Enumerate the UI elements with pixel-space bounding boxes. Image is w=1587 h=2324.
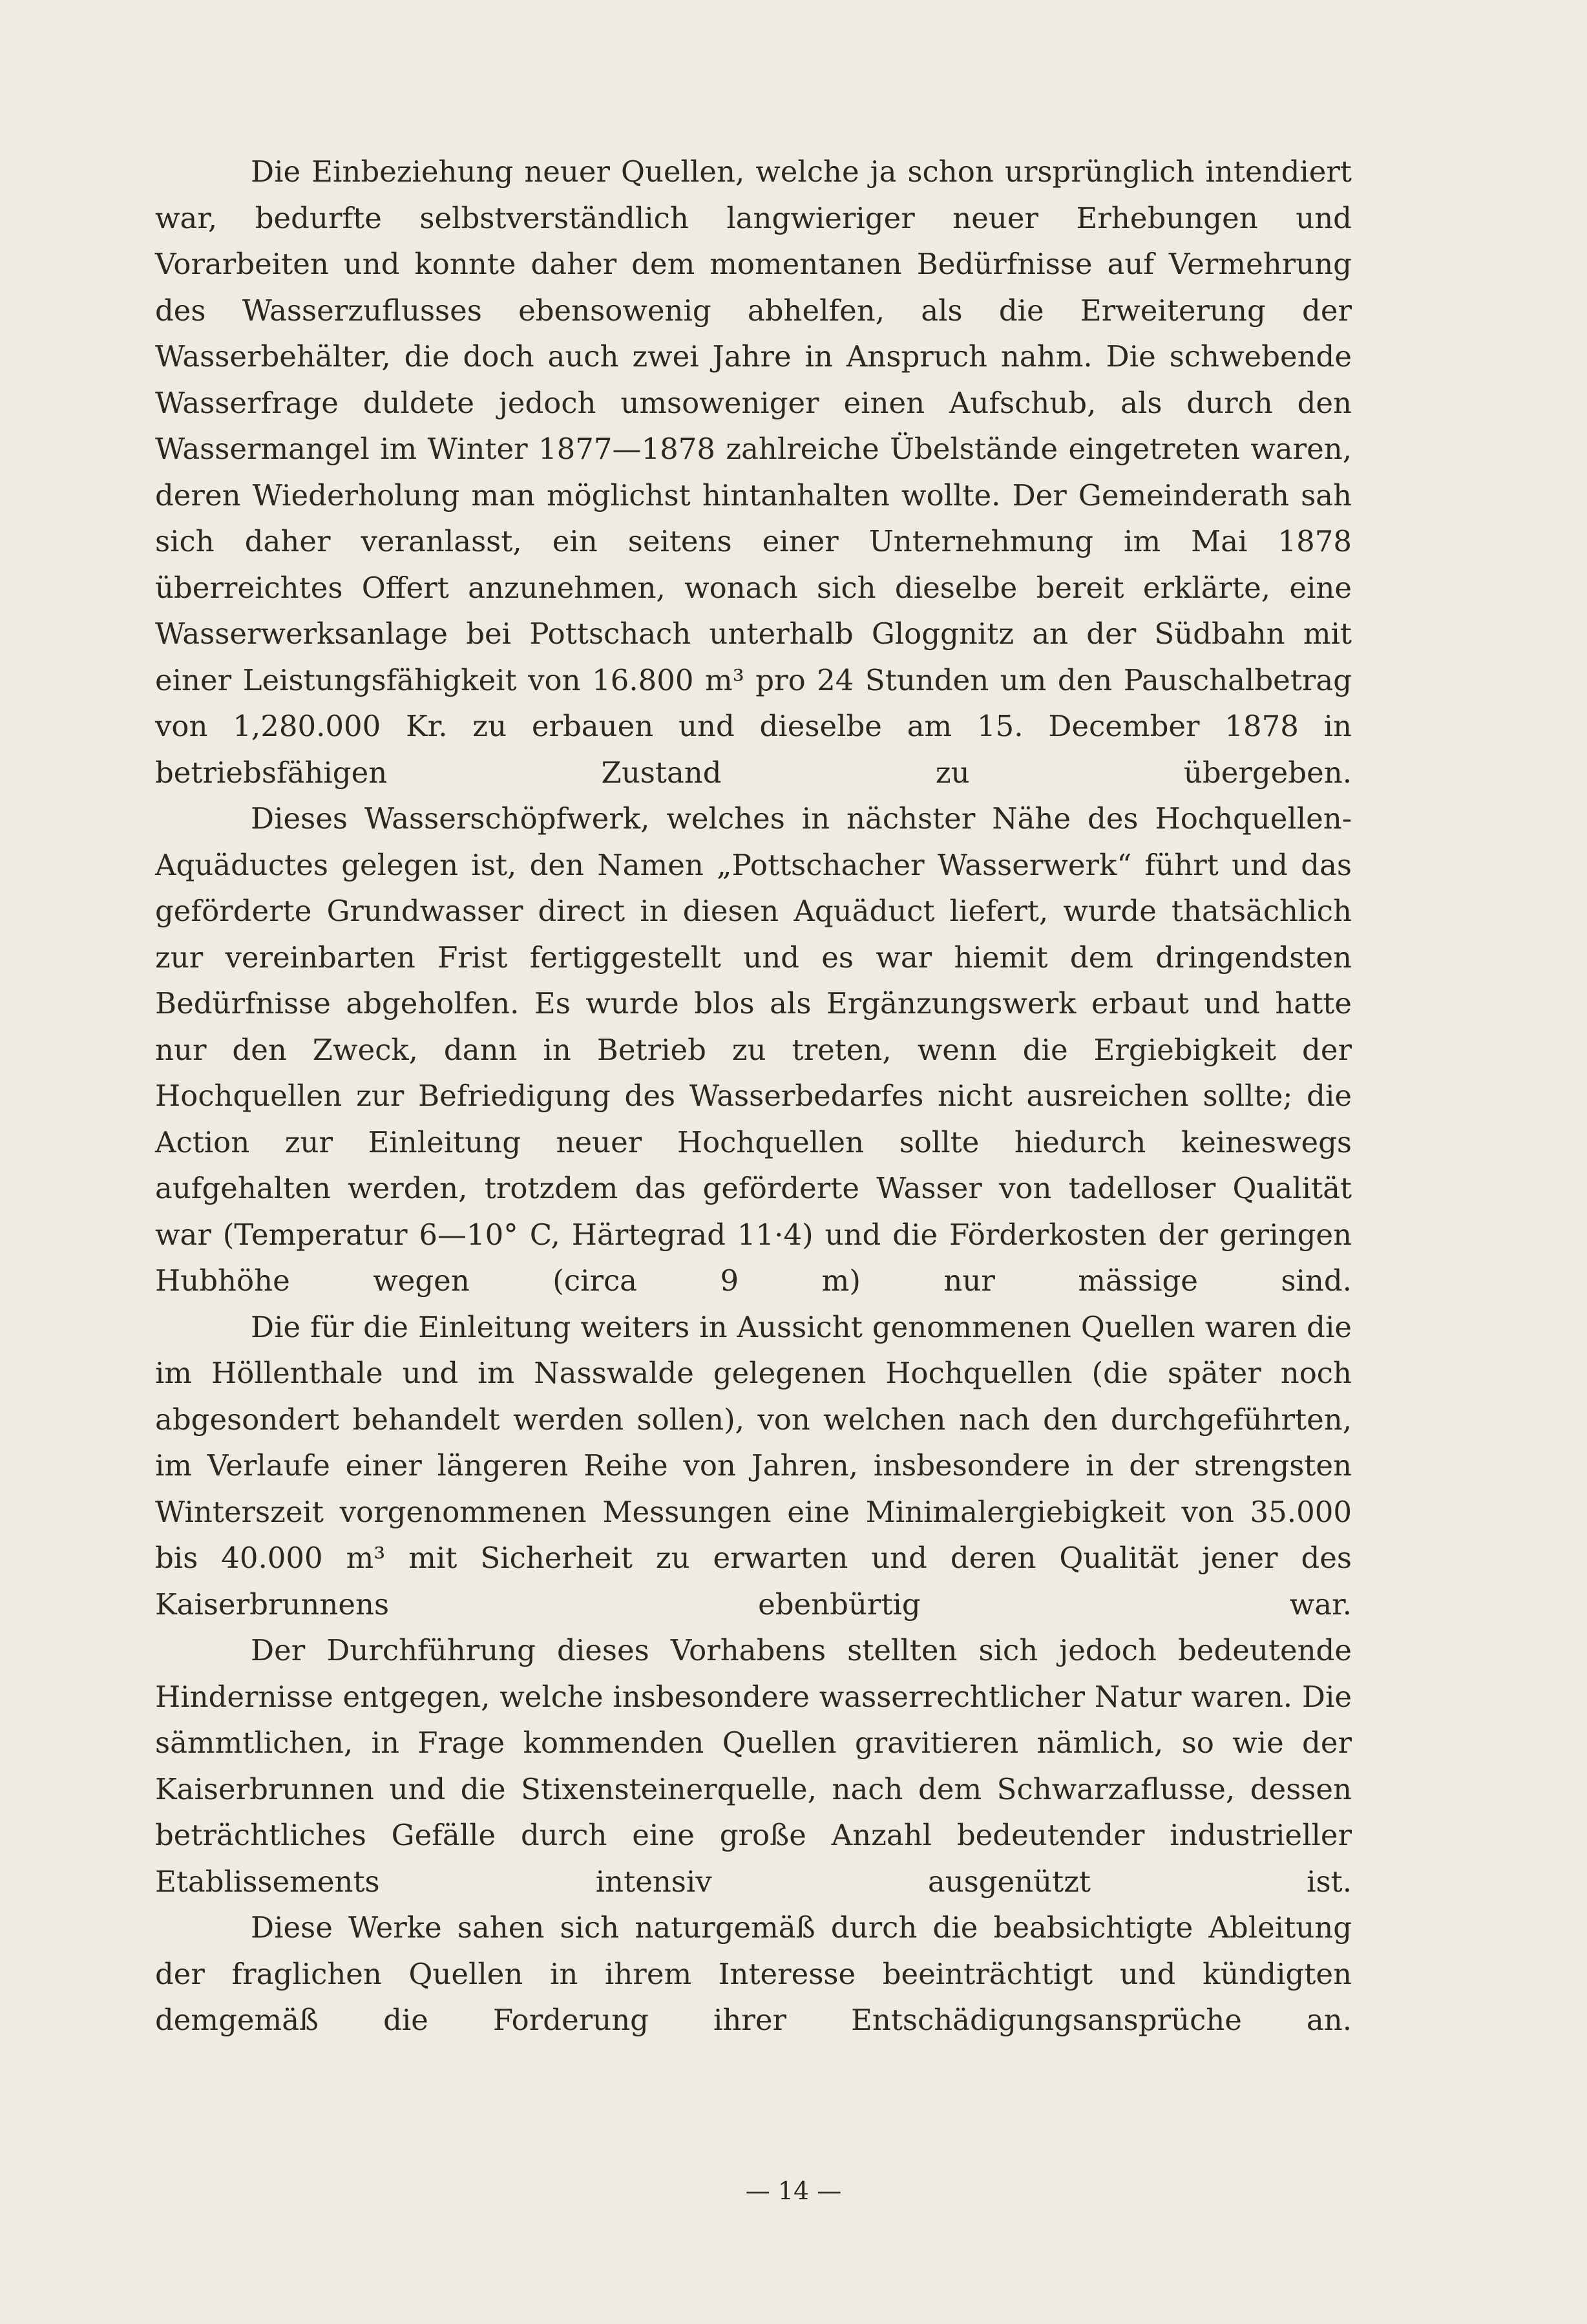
body-text <box>155 149 1352 2044</box>
paragraph-5: Diese Werke sahen sich naturgemäß durch die beabsichtigte Ableitung der fraglichen Quellen in ihrem Interesse beeinträchtigt und kündigten demgemäß die Forderung ihrer Entschädigungsansprüche an. <box>155 1910 1352 2037</box>
paragraph-4: Der Durchführung dieses Vorhabens stellten sich jedoch bedeutende Hindernisse entgegen, welche insbesondere wasserrechtlicher Natur waren. Die sämmtlichen, in Frage kommenden Quellen gravitieren nämlich, so wie der Kaiserbrunnen und die Stixensteinerquelle, nach dem Schwarzaflusse, dessen beträchtliches Gefälle durch eine große Anzahl bedeutender industrieller Etablissements intensiv ausgenützt ist. <box>155 1633 1352 1899</box>
paragraph-1: Die Einbeziehung neuer Quellen, welche ja schon ursprünglich intendiert war, bedurfte selbstverständlich langwieriger neuer Erhebungen und Vorarbeiten und konnte daher dem momentanen Bedürfnisse auf Vermehrung des Wasserzuflusses ebensowenig abhelfen, als die Erweiterung der Wasserbehälter, die doch auch zwei Jahre in Anspruch nahm. Die schwebende Wasserfrage duldete jedoch umsoweniger einen Aufschub, als durch den Wassermangel im Winter 1877—1878 zahlreiche Übelstände eingetreten waren, deren Wiederholung man möglichst hintanhalten wollte. Der Gemeinderath sah sich daher veranlasst, ein seitens einer Unternehmung im Mai 1878 überreichtes Offert anzunehmen, wonach sich dieselbe bereit erklärte, eine Wasserwerksanlage bei Pottschach unterhalb Gloggnitz an der Südbahn mit einer Leistungsfähigkeit von 16.800 m³ pro 24 Stunden um den Pauschalbetrag von 1,280.000 Kr. zu erbauen und dieselbe am 15. December 1878 in betriebsfähigen Zustand zu übergeben. <box>155 154 1352 790</box>
paragraph-2: Dieses Wasserschöpfwerk, welches in nächster Nähe des Hochquellen-Aquäductes gelegen ist, den Namen „Pottschacher Wasserwerk“ führt und das geförderte Grundwasser direct in diesen Aquäduct liefert, wurde thatsächlich zur vereinbarten Frist fertiggestellt und es war hiemit dem dringendsten Bedürfnisse abgeholfen. Es wurde blos als Ergänzungswerk erbaut und hatte nur den Zweck, dann in Betrieb zu treten, wenn die Ergiebigkeit der Hochquellen zur Befriedigung des Wasserbedarfes nicht ausreichen sollte; die Action zur Einleitung neuer Hochquellen sollte hiedurch keineswegs aufgehalten werden, trotzdem das geförderte Wasser von tadelloser Qualität war (Temperatur 6—10° C, Härtegrad 11·4) und die Förderkosten der geringen Hubhöhe wegen (circa 9 m) nur mässige sind. <box>155 801 1352 1298</box>
page-number: — 14 — <box>745 2177 842 2205</box>
paragraph-3: Die für die Einleitung weiters in Aussicht genommenen Quellen waren die im Höllenthale und im Nasswalde gelegenen Hochquellen (die später noch abgesondert behandelt werden sollen), von welchen nach den durchgeführten, im Verlaufe einer längeren Reihe von Jahren, insbesondere in der strengsten Winterszeit vorgenommenen Messungen eine Minimalergiebigkeit von 35.000 bis 40.000 m³ mit Sicherheit zu erwarten und deren Qualität jener des Kaiserbrunnens ebenbürtig war. <box>155 1309 1352 1622</box>
